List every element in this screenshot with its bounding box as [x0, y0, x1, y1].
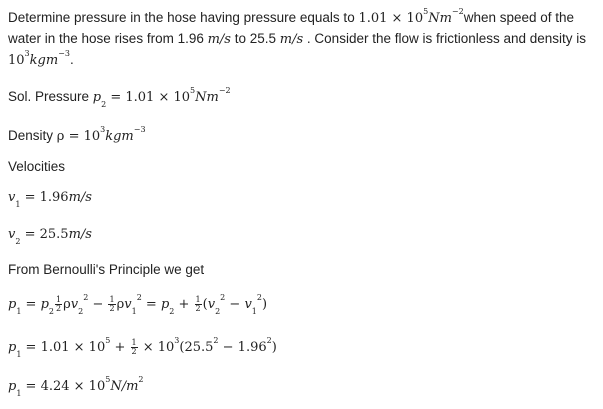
eq1-v1-b: v: [244, 297, 252, 312]
eq1-v1-b-sub: 1: [251, 307, 257, 317]
eq1-p2-b: p: [160, 297, 170, 312]
v2-subscript: 2: [15, 237, 21, 247]
result-value: = 4.24 × 10: [21, 379, 106, 394]
eq1-v1-sub: 1: [131, 307, 137, 317]
density-unit-exponent: −3: [58, 48, 70, 58]
density-value: 10: [8, 53, 25, 68]
velocities-heading: Velocities: [8, 159, 66, 174]
density-eq-unit: kgm: [105, 129, 134, 144]
v2-value: = 25.5: [20, 227, 69, 242]
eq1-minus: −: [88, 297, 108, 312]
result-unit-exponent: 2: [138, 374, 144, 384]
eq1-half-1: $\frac{1}{2}$: [56, 294, 62, 313]
eq1-v2: v: [70, 297, 79, 312]
substitution-equation: [8, 337, 277, 358]
eq1-close-paren: ): [261, 297, 268, 312]
problem-text-2: when speed of the water in the hose rises from 1.96: [8, 10, 575, 46]
result-p1: p: [8, 379, 17, 394]
p2-unit-exponent: −2: [218, 85, 231, 95]
v2-unit: m/s: [68, 227, 92, 242]
eq1-equals-a: =: [21, 297, 41, 312]
bernoulli-equation: [8, 294, 267, 315]
v2-symbol: v: [8, 227, 16, 242]
speed-unit-2: m/s: [279, 32, 304, 47]
eq1-rho-2: ρ: [116, 297, 125, 312]
eq1-p2-sub: 2: [48, 307, 55, 317]
v1-value: = 1.96: [20, 190, 69, 205]
eq1-v2-b-sub: 2: [215, 307, 221, 317]
eq1-v1-sq: 2: [136, 292, 142, 302]
eq2-plus: +: [110, 340, 130, 355]
result-exponent: 5: [105, 374, 111, 384]
eq2-half: $\frac{1}{2}$: [131, 337, 137, 356]
density-line: [8, 126, 146, 147]
density-eq-unit-exponent: −3: [133, 124, 146, 134]
pressure-unit: Nm: [428, 11, 452, 26]
eq2-paren: (25.5: [179, 340, 214, 355]
bernoulli-heading: From Bernoulli's Principle we get: [8, 262, 205, 277]
eq1-open-paren: (: [202, 297, 208, 312]
eq2-times: × 10: [138, 340, 175, 355]
density-eq-exponent: 3: [100, 124, 106, 134]
solution-label: Sol. Pressure: [8, 89, 93, 104]
p2-exponent: 5: [190, 85, 196, 95]
eq1-equals-b: =: [141, 297, 161, 312]
eq1-v2-b-sq: 2: [220, 292, 226, 302]
eq1-v2-sub: 2: [78, 307, 84, 317]
eq1-minus-b: −: [225, 297, 245, 312]
problem-statement: [8, 8, 594, 71]
eq2-value: = 1.01 × 10: [21, 340, 106, 355]
problem-text-5: .: [69, 52, 74, 67]
p2-unit: Nm: [195, 90, 219, 105]
eq1-v2-b: v: [207, 297, 216, 312]
eq1-p1-sub: 1: [16, 307, 22, 317]
eq2-p1-sub: 1: [16, 350, 22, 360]
result-unit: N/m: [110, 379, 139, 394]
v1-unit: m/s: [68, 190, 92, 205]
eq1-v2-sq: 2: [83, 292, 89, 302]
speed-unit-1: m/s: [207, 32, 231, 47]
eq1-plus: +: [174, 297, 194, 312]
eq2-sq1: 2: [213, 335, 219, 345]
pressure-unit-exponent: −2: [451, 6, 464, 16]
eq2-sq2: 2: [266, 335, 272, 345]
eq2-exp3: 3: [174, 335, 180, 345]
v1-line: [8, 187, 92, 208]
pressure-exponent: 5: [423, 6, 429, 16]
result-p1-sub: 1: [16, 389, 22, 399]
eq2-exp5: 5: [105, 335, 111, 345]
eq1-p2: p: [40, 297, 49, 312]
problem-text-3: to 25.5: [230, 31, 280, 46]
eq1-half-2: $\frac{1}{2}$: [109, 294, 115, 313]
density-exponent: 3: [24, 48, 30, 58]
result-equation: [8, 376, 144, 397]
eq1-rho-1: ρ: [63, 297, 71, 312]
problem-text-1: Determine pressure in the hose having pressure equals to: [8, 10, 359, 25]
pressure-value: 1.01 × 10: [358, 11, 424, 26]
eq2-close: ): [271, 340, 277, 355]
p2-value: = 1.01 × 10: [106, 90, 191, 105]
p2-symbol: p: [92, 90, 102, 105]
v2-line: [8, 224, 92, 245]
problem-text-4: . Consider the flow is frictionless and density is: [303, 31, 587, 46]
eq1-v1: v: [124, 297, 132, 312]
eq1-v1-b-sq: 2: [256, 292, 262, 302]
v1-subscript: 1: [15, 200, 21, 210]
density-eq-value: = 10: [64, 129, 101, 144]
p2-subscript: 2: [101, 100, 107, 110]
density-label: Density: [8, 128, 57, 143]
eq2-minus: − 1.96: [218, 340, 267, 355]
eq1-half-3: $\frac{1}{2}$: [195, 294, 201, 313]
rho-symbol: ρ: [56, 129, 65, 144]
eq1-p2-b-sub: 2: [169, 307, 175, 317]
density-unit: kgm: [29, 53, 59, 68]
eq1-p1: p: [8, 297, 17, 312]
solution-pressure-line: [8, 87, 231, 108]
v1-symbol: v: [8, 190, 16, 205]
eq2-p1: p: [8, 340, 17, 355]
